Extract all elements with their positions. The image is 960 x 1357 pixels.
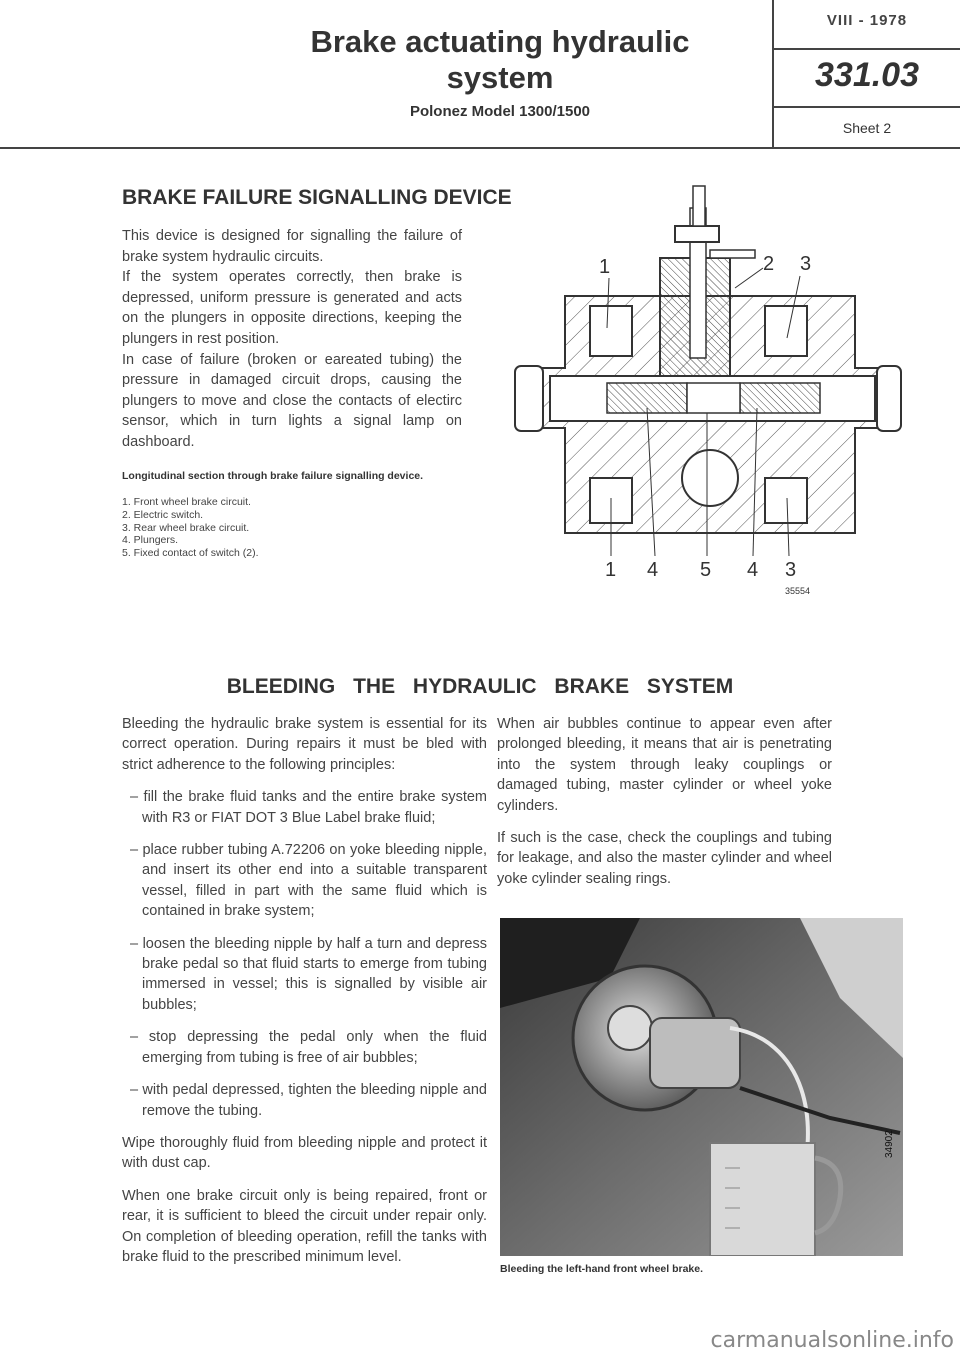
section1-title: BRAKE FAILURE SIGNALLING DEVICE	[122, 186, 512, 209]
switch-bracket	[710, 250, 755, 258]
label-5: 5	[700, 559, 712, 581]
air-bubbles-paragraph: When air bubbles continue to appear even after prolonged bleeding, it means that air is penetrating into the system through leaky couplings or damaged tubing, master cylinder or wheel yoke cylinders.	[497, 716, 832, 814]
label-4-left: 4	[647, 559, 659, 581]
label-4-right: 4	[747, 559, 759, 581]
right-end-plug	[877, 366, 901, 431]
section1-paragraph: If the system operates correctly, then brake is depressed, uniform pressure is generated and acts on the plungers in opposite directions, keeping the plungers in rest position.	[122, 269, 462, 347]
sheet-number: Sheet 2	[842, 120, 892, 136]
section1-paragraph: In case of failure (broken or eareated tubing) the pressure in damaged circuit drops, causing the plungers to move and close the contacts of electirc sensor, which in turn lights a signal lamp on dashboard.	[122, 351, 462, 450]
header-rule-1	[774, 48, 960, 50]
port-front-upper	[590, 306, 632, 356]
port-rear-lower	[765, 478, 807, 523]
bleeding-step: – fill the brake fluid tanks and the entire brake system with R3 or FIAT DOT 3 Blue Label brake fluid;	[130, 789, 487, 826]
signalling-device-diagram	[495, 178, 905, 598]
left-end-plug	[515, 366, 543, 431]
legend-item: 3. Rear wheel brake circuit.	[122, 521, 250, 534]
section1-body	[122, 226, 462, 453]
section2-title: BLEEDING THE HYDRAULIC BRAKE SYSTEM	[226, 675, 734, 698]
label-2: 2	[763, 253, 775, 275]
photo-caption: Bleeding the left-hand front wheel brake.	[500, 1263, 704, 1275]
bleeding-step: – loosen the bleeding nipple by half a turn and depress brake pedal so that fluid starts to emerge from tubing immersed in vessel; this is signalled by visible air bubbles;	[130, 935, 487, 1013]
edition-date: VIII - 1978	[826, 12, 908, 29]
central-port	[682, 450, 738, 506]
watermark-text: carmanualsonline.info	[710, 1328, 954, 1353]
label-3-bottom: 3	[785, 559, 797, 581]
label-1-top: 1	[599, 256, 611, 278]
switch-contact	[687, 383, 740, 413]
legend-item: 4. Plungers.	[122, 534, 179, 547]
bleeding-intro: Bleeding the hydraulic brake system is essential for its correct operation. During repairs it must be bled with strict adherence to the following principles:	[122, 716, 487, 773]
right-column	[497, 714, 832, 901]
bleeding-step: – with pedal depressed, tighten the bleeding nipple and remove the tubing.	[130, 1082, 487, 1119]
switch-cap	[693, 186, 705, 226]
port-rear-upper	[765, 306, 807, 356]
one-circuit-paragraph: When one brake circuit only is being repaired, front or rear, it is sufficient to bleed the circuit under repair only. On completion of bleeding operation, refill the tanks with brake fluid to the prescribed minimum level.	[122, 1187, 487, 1265]
header-bottom-rule	[0, 147, 960, 149]
model-subtitle: Polonez Model 1300/1500	[409, 103, 591, 120]
bleeding-step: – stop depressing the pedal only when the fluid emerging from tubing is free of air bubbles;	[130, 1029, 487, 1066]
document-title-line1: Brake actuating hydraulic	[310, 24, 690, 59]
wipe-paragraph: Wipe thoroughly fluid from bleeding nipple and protect it with dust cap.	[122, 1134, 487, 1172]
measuring-jug	[710, 1143, 815, 1256]
section-code: 331.03	[815, 56, 919, 94]
switch-nut	[675, 226, 719, 242]
label-1-bottom: 1	[605, 559, 617, 581]
document-title-line2: system	[446, 60, 554, 95]
photo-ref-number: 34902	[884, 1130, 895, 1158]
left-column	[122, 714, 487, 1279]
legend-item: 2. Electric switch.	[122, 508, 204, 521]
diagram-caption: Longitudinal section through brake failure signalling device.	[122, 470, 424, 482]
diagram-ref-number: 35554	[785, 586, 811, 596]
brake-caliper	[650, 1018, 740, 1088]
bleeding-photo	[500, 918, 903, 1256]
check-couplings-paragraph: If such is the case, check the couplings and tubing for leakage, and also the master cylinder and wheel yoke cylinder sealing rings.	[497, 830, 832, 887]
label-3-top: 3	[800, 253, 812, 275]
bleeding-step: – place rubber tubing A.72206 on yoke bleeding nipple, and insert its other end into a suitable transparent vessel, filled in part with the same fluid which is contained in brake system;	[130, 842, 487, 920]
plunger-right	[740, 383, 820, 413]
header-rule-2	[774, 106, 960, 108]
diagram-legend	[122, 496, 462, 560]
legend-item: 1. Front wheel brake circuit.	[122, 496, 251, 508]
legend-item: 5. Fixed contact of switch (2).	[122, 547, 259, 560]
section1-paragraph: This device is designed for signalling the failure of brake system hydraulic circuits.	[122, 228, 462, 265]
